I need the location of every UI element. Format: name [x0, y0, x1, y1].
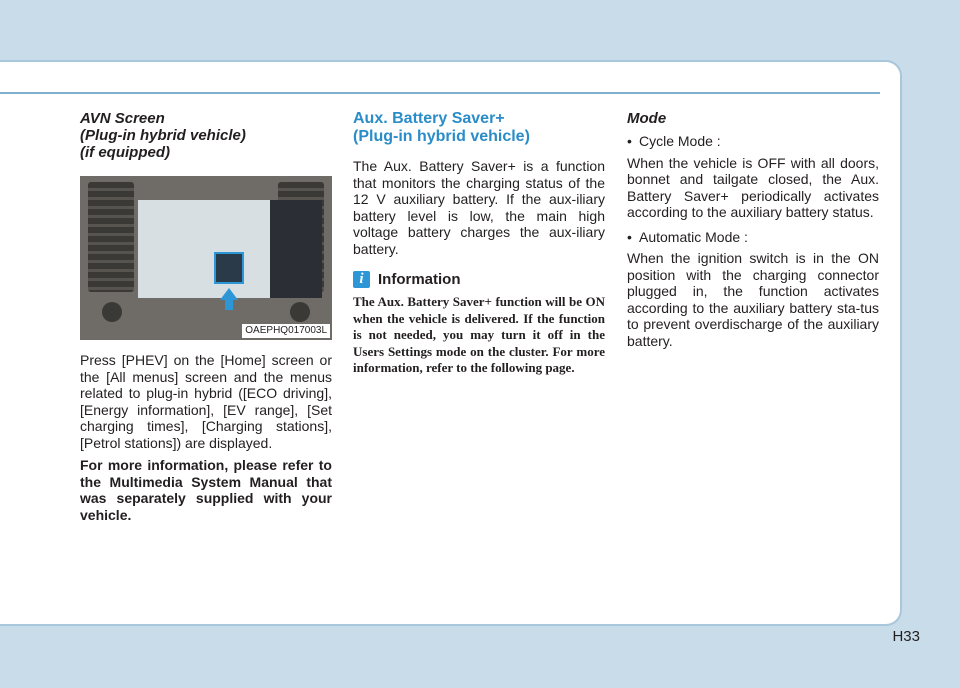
column-mode	[627, 110, 879, 349]
navigation-map-screen	[138, 200, 270, 298]
information-text: The Aux. Battery Saver+ function will be ON when the vehicle is delivered. If the function is not needed, you may turn it off in the Users Settings mode on the cluster. For more information, refer to the following page.	[353, 294, 605, 375]
section-heading-avn	[80, 110, 332, 161]
figure-caption: OAEPHQ017003L	[242, 324, 330, 338]
cycle-mode-text: When the vehicle is OFF with all doors, bonnet and tailgate closed, the Aux. Battery Saver+ periodically activates according to the auxiliary battery status.	[627, 154, 879, 220]
information-title: Information	[378, 271, 461, 288]
header-rule	[0, 92, 880, 94]
battery-saver-body: The Aux. Battery Saver+ is a function that monitors the charging status of the 12 V auxiliary battery. If the aux-iliary battery level is low, the main high voltage battery charges the aux-iliary battery.	[353, 158, 605, 257]
bullet-label: Cycle Mode :	[639, 133, 721, 149]
information-header	[353, 271, 605, 288]
avn-note-text: For more information, please refer to the Multimedia System Manual that was separately supplied with your vehicle.	[80, 457, 332, 523]
column-battery-saver	[353, 110, 605, 377]
heading-line-1: AVN Screen	[80, 110, 165, 127]
avn-body-text: Press [PHEV] on the [Home] screen or the [All menus] screen and the menus related to plug-in hybrid ([ECO driving], [Energy information], [EV range], [Set charging times], [Charging stations], [Petrol stations]) are displayed.	[80, 352, 332, 451]
section-heading-mode: Mode	[627, 110, 667, 127]
bullet-icon: •	[627, 228, 632, 245]
heading-line-3: (if equipped)	[80, 144, 170, 161]
pointer-arrow-stem	[225, 300, 233, 310]
heading-line-2: (Plug-in hybrid vehicle)	[353, 128, 530, 145]
bullet-label: Automatic Mode :	[639, 228, 748, 245]
info-icon: i	[353, 271, 370, 288]
left-knob	[102, 302, 122, 322]
right-knob	[290, 302, 310, 322]
pointer-arrow-icon	[220, 288, 238, 300]
avn-screen-figure	[80, 176, 332, 340]
section-heading-battery-saver	[353, 110, 605, 146]
heading-line-2: (Plug-in hybrid vehicle)	[80, 127, 246, 144]
phev-menu-panel	[270, 200, 322, 298]
bullet-icon: •	[627, 133, 632, 149]
bullet-cycle-mode	[627, 133, 879, 150]
column-avn-screen	[80, 110, 332, 523]
automatic-mode-text: When the ignition switch is in the ON position with the charging connector plugged in, the function activates according to the auxiliary battery sta-tus to prevent overdischarge of the auxiliary battery.	[627, 250, 879, 349]
heading-line-1: Aux. Battery Saver+	[353, 110, 505, 127]
left-air-vent	[88, 182, 134, 292]
page-number: H33	[892, 628, 920, 645]
phev-button-highlight	[214, 252, 244, 284]
bullet-automatic-mode	[627, 229, 879, 246]
